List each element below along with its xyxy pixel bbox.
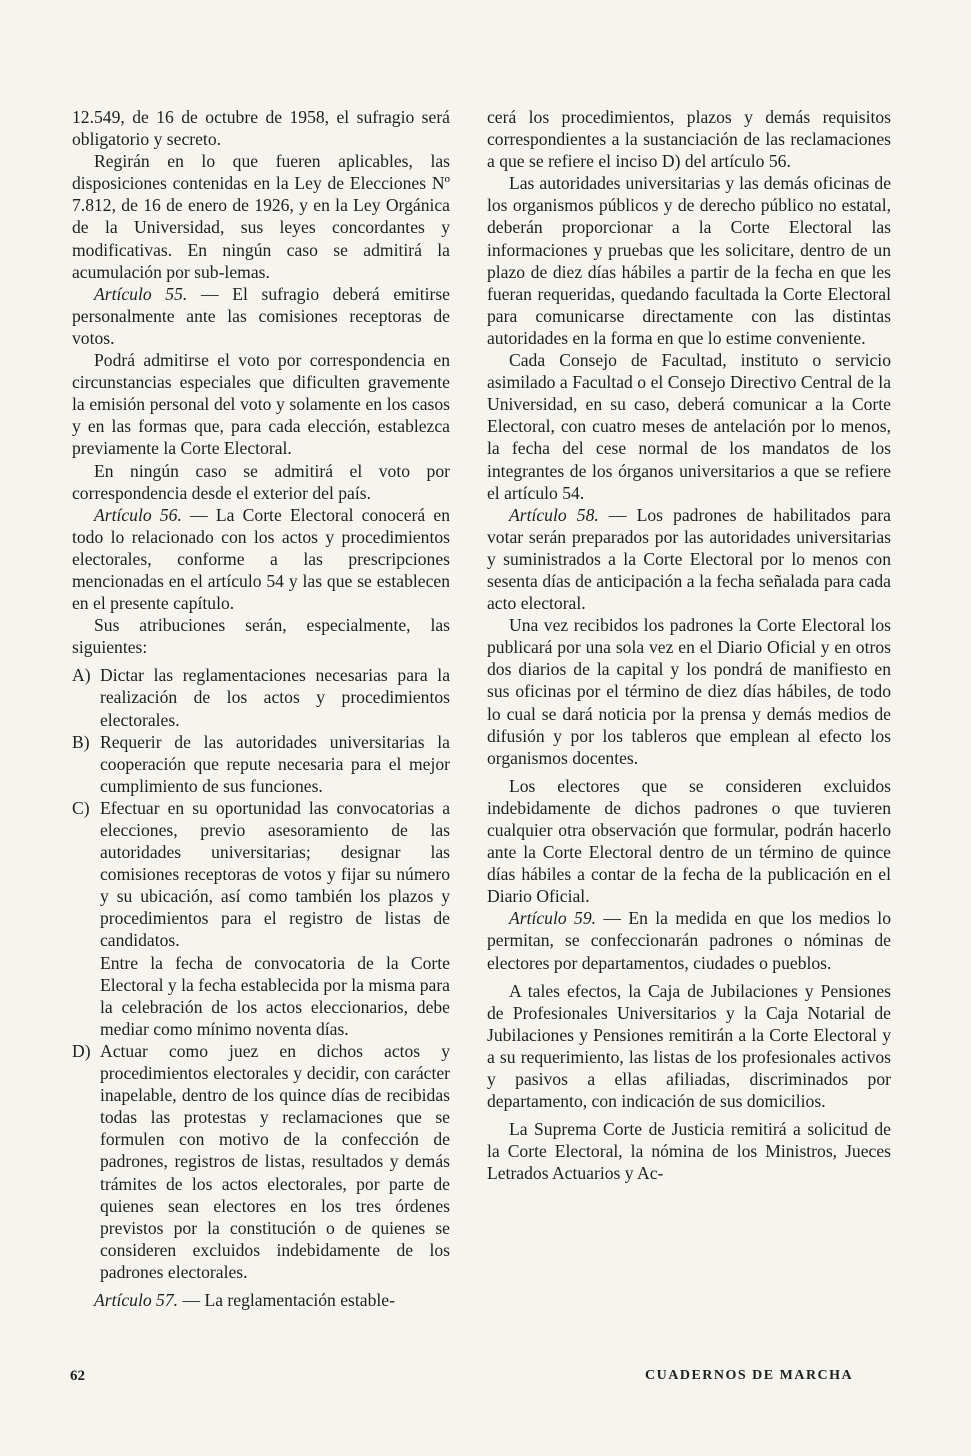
item-letter: D) [72, 1040, 91, 1061]
paragraph: La Suprema Corte de Justicia remitirá a solicitud de la Corte Electoral, la nómina de los Ministros, Jueces Letrados Actuarios y Ac- [487, 1119, 891, 1184]
list-item-a [72, 664, 450, 730]
item-text: Requerir de las autoridades universitarias la cooperación que repute necesaria para el mejor cumplimiento de sus funciones. [100, 731, 450, 796]
item-letter: B) [72, 731, 90, 752]
article-text: — La reglamentación estable- [178, 1289, 395, 1310]
paragraph: En ningún caso se admitirá el voto por correspondencia desde el exterior del país. [72, 460, 450, 503]
article-label: Artículo 56. [94, 504, 182, 525]
publication-title: CUADERNOS DE MARCHA [645, 1368, 854, 1383]
paragraph: Podrá admitirse el voto por correspondencia en circunstancias especiales que dificulten gravemente la emisión personal del voto y solamente en los casos y en las formas que, para cada elección, establezca previamente la Corte Electoral. [72, 350, 450, 459]
article-text: — Los padrones de habilitados para votar serán preparados por las autoridades universitarias y suministrados a la Corte Electoral por lo menos con sesenta días de anticipación a la fecha señalada para cada acto electoral. [487, 504, 891, 614]
left-column [72, 106, 450, 1311]
item-text: Efectuar en su oportunidad las convocatorias a elecciones, previo asesoramiento de las autoridades universitarias; designar las comisiones receptoras de votos y fijar su número y su ubicación, así como también los plazos y procedimientos para el registro de listas de candidatos. [100, 797, 450, 951]
paragraph: Una vez recibidos los padrones la Corte Electoral los publicará por una sola vez en el Diario Oficial y en otros dos diarios de la capital y los pondrá de manifiesto en sus oficinas por el término de diez días hábiles, de todo lo cual se dará noticia por la prensa y demás medios de difusión y por los tableros que emplean al efecto los organismos docentes. [487, 615, 891, 768]
article-label: Artículo 58. [509, 504, 599, 525]
list-item-d [72, 1040, 450, 1283]
paragraph: 12.549, de 16 de octubre de 1958, el sufragio será obligatorio y secreto. [72, 107, 450, 150]
article-58 [487, 504, 891, 614]
list-item-b [72, 731, 450, 797]
paragraph: Las autoridades universitarias y las demás oficinas de los organismos públicos y de derecho público no estatal, deberán proporcionar a la Corte Electoral las informaciones y pruebas que les solicitare, dentro de un plazo de diez días hábiles a partir de la fecha en que les fueran requeridas, quedando facultada la Corte Electoral para comunicarse directamente con las distintas autoridades en la forma en que lo estime conveniente. [487, 173, 891, 348]
item-text: Dictar las reglamentaciones necesarias para la realización de los actos y procedimientos electorales. [100, 665, 450, 730]
right-column [487, 106, 891, 1185]
article-text: — El sufragio deberá emitirse personalmente ante las comisiones receptoras de votos. [72, 283, 450, 348]
item-letter: C) [72, 797, 90, 818]
article-label: Artículo 55. [94, 283, 188, 304]
paragraph: Los electores que se consideren excluidos indebidamente de dichos padrones o que tuvieren cualquier otra observación que formular, podrán hacerlo ante la Corte Electoral dentro de un término de quince días hábiles a contar de la fecha de la publicación en el Diario Oficial. [487, 775, 891, 907]
item-c-continuation: Entre la fecha de convocatoria de la Corte Electoral y la fecha establecida por la misma para la celebración de los actos eleccionarios, debe mediar como mínimo noventa días. [100, 952, 450, 1039]
article-55 [72, 283, 450, 349]
paragraph: Regirán en lo que fueren aplicables, las disposiciones contenidas en la Ley de Elecciones Nº 7.812, de 16 de enero de 1926, y en la Ley Orgánica de la Universidad, sus leyes concordantes y modificativas. En ningún caso se admitirá la acumulación por sub-lemas. [72, 151, 450, 282]
item-letter: A) [72, 665, 91, 686]
page-number: 62 [70, 1368, 85, 1384]
article-56 [72, 504, 450, 614]
paragraph: A tales efectos, la Caja de Jubilaciones y Pensiones de Profesionales Universitarios y la Caja Notarial de Jubilaciones y Pensiones remitirán a la Corte Electoral y a su requerimiento, las listas de los profesionales activos y pasivos a ellas afiliadas, discriminados por departamento, con indicación de sus domicilios. [487, 980, 891, 1112]
list-item-c [72, 797, 450, 952]
article-label: Artículo 57. [94, 1289, 179, 1310]
paragraph: Cada Consejo de Facultad, instituto o servicio asimilado a Facultad o el Consejo Directivo Central de la Universidad, en su caso, deberá comunicar a la Corte Electoral, con cuatro meses de antelación por lo menos, la fecha del cese normal de los mandatos de los integrantes de los órganos universitarios a que se refiere el artículo 54. [487, 350, 891, 503]
paragraph: cerá los procedimientos, plazos y demás requisitos correspondientes a la sustanciación de las reclamaciones a que se refiere el inciso D) del artículo 56. [487, 107, 891, 172]
article-label: Artículo 59. [509, 908, 597, 929]
article-text: — En la medida en que los medios lo permitan, se confeccionarán padrones o nóminas de electores por departamentos, ciudades o pueblos. [487, 908, 891, 973]
paragraph: Sus atribuciones serán, especialmente, las siguientes: [72, 615, 450, 658]
article-text: — La Corte Electoral conocerá en todo lo relacionado con los actos y procedimientos electorales, conforme a las prescripciones mencionadas en el artículo 54 y las que se establecen en el presente capítulo. [72, 504, 450, 614]
article-59 [487, 907, 891, 973]
article-57 [72, 1289, 450, 1311]
item-text: Actuar como juez en dichos actos y procedimientos electorales y decidir, con carácter inapelable, dentro de los quince días de recibidas todas las protestas y reclamaciones que se formulen con motivo de la confección de padrones, registros de listas, resultados y demás trámites de los actos electorales, por parte de quienes sean electores en los tres órdenes previstos por la constitución o de quienes se consideren excluidos indebidamente de los padrones electorales. [100, 1040, 450, 1282]
